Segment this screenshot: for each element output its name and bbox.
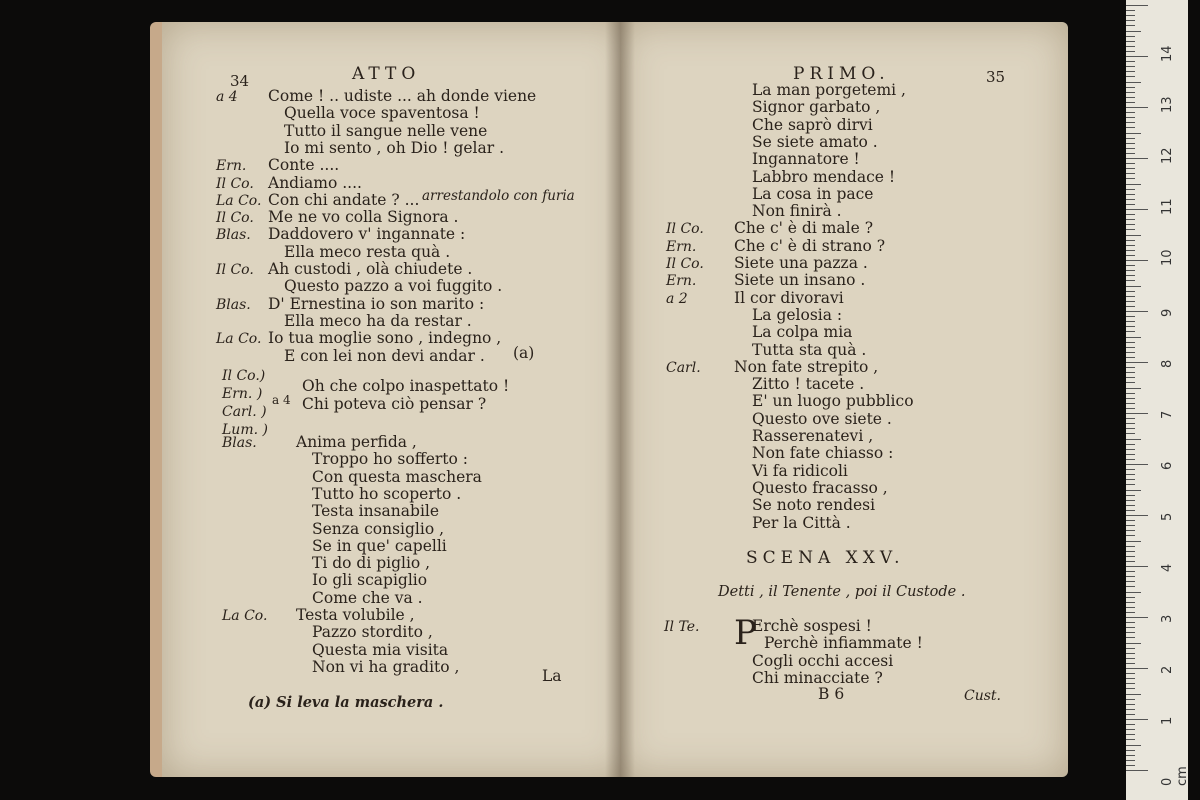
ruler-tick — [1126, 444, 1135, 445]
ruler-tick — [1126, 158, 1148, 159]
ruler-tick — [1126, 464, 1148, 465]
ruler-tick — [1126, 479, 1135, 480]
speaker-label: Ern. — [666, 273, 697, 290]
ruler-tick — [1126, 301, 1135, 302]
verse-line: Se in que' capelli — [312, 536, 447, 555]
verse-line: Non vi ha gradito , — [312, 657, 460, 676]
scene-title: SCENA XXV. — [746, 548, 905, 568]
verse-line: Con chi andate ? ... — [268, 190, 420, 209]
ruler-tick — [1126, 673, 1135, 674]
verse-line: Che c' è di male ? — [734, 219, 874, 238]
stage-direction: arrestandolo con furia — [422, 188, 575, 204]
ruler-tick — [1126, 760, 1135, 761]
ruler-tick — [1126, 576, 1135, 577]
speaker-label: Il Co. — [216, 210, 254, 227]
ruler-tick — [1126, 127, 1135, 128]
ruler-tick — [1126, 209, 1148, 210]
ruler-tick — [1126, 490, 1141, 491]
speaker-label: Blas. — [216, 296, 251, 313]
ruler-number: 10 — [1160, 249, 1175, 266]
left-footnote: (a) Si leva la maschera . — [248, 694, 444, 711]
ruler-tick — [1126, 678, 1135, 679]
ruler-tick — [1126, 423, 1135, 424]
ruler-tick — [1126, 428, 1135, 429]
ruler-tick — [1126, 326, 1135, 327]
ruler-tick — [1126, 607, 1135, 608]
ruler-tick — [1126, 56, 1148, 57]
verse-line: Troppo ho sofferto : — [312, 450, 469, 469]
drop-cap: P — [734, 613, 757, 653]
ruler-tick — [1126, 331, 1135, 332]
ruler-tick — [1126, 586, 1135, 587]
verse-line: Zitto ! tacete . — [752, 375, 865, 394]
ruler-tick — [1126, 82, 1141, 83]
ensemble-speaker: Carl. ) — [222, 404, 267, 420]
ruler-tick — [1126, 178, 1135, 179]
ruler-tick — [1126, 719, 1148, 720]
ruler-tick — [1126, 255, 1135, 256]
ruler-tick — [1126, 398, 1135, 399]
speaker-label: a 2 — [666, 290, 688, 307]
ensemble-speaker: Ern. ) — [222, 386, 263, 402]
ensemble-line: Oh che colpo inaspettato ! — [302, 377, 510, 395]
verse-line: Se noto rendesi — [752, 496, 876, 515]
verse-line: Questo fracasso , — [752, 478, 888, 497]
ruler-tick — [1126, 408, 1135, 409]
verse-line: Quella voce spaventosa ! — [284, 104, 480, 123]
ruler-tick — [1126, 525, 1135, 526]
ruler-tick — [1126, 291, 1135, 292]
ruler-tick — [1126, 612, 1135, 613]
ruler-tick — [1126, 143, 1135, 144]
verse-line: La gelosia : — [752, 305, 843, 324]
verse-line: Daddovero v' ingannate : — [268, 225, 466, 244]
left-catchword: La — [542, 667, 562, 685]
ruler-tick — [1126, 265, 1135, 266]
verse-line: Per la Città . — [752, 513, 851, 532]
ruler-tick — [1126, 311, 1148, 312]
ruler-tick — [1126, 541, 1141, 542]
ruler-tick — [1126, 714, 1135, 715]
verse-line: Signor garbato , — [752, 98, 881, 117]
right-page-number: 35 — [986, 68, 1006, 86]
ruler-tick — [1126, 245, 1135, 246]
ruler-tick — [1126, 224, 1135, 225]
ensemble-speaker: Il Co.) — [222, 368, 266, 384]
verse-line: Labbro mendace ! — [752, 167, 896, 186]
ruler-tick — [1126, 571, 1135, 572]
ruler-tick — [1126, 214, 1135, 215]
speaker-label: Il Co. — [666, 256, 704, 272]
ruler-tick — [1126, 418, 1135, 419]
verse-line: Erchè sospesi ! — [752, 617, 872, 635]
ruler-tick — [1126, 566, 1148, 567]
ruler-tick — [1126, 275, 1135, 276]
ruler-tick — [1126, 551, 1135, 552]
ensemble-speaker: Lum. ) — [222, 422, 268, 438]
ruler-tick — [1126, 10, 1135, 11]
ruler-tick — [1126, 194, 1135, 195]
ruler-tick — [1126, 413, 1148, 414]
verse-line: Me ne vo colla Signora . — [268, 208, 459, 227]
right-catchword: Cust. — [964, 688, 1001, 704]
ruler-tick — [1126, 122, 1135, 123]
ruler-tick — [1126, 229, 1135, 230]
verse-line: Questo ove siete . — [752, 409, 892, 428]
verse-line: Non fate strepito , — [734, 357, 879, 376]
ruler-tick — [1126, 648, 1135, 649]
verse-line: Ella meco ha da restar . — [284, 311, 472, 330]
ruler-tick — [1126, 750, 1135, 751]
verse-line: Rasserenatevi , — [752, 427, 874, 445]
verse-line: Ingannatore ! — [752, 150, 860, 169]
ruler-tick — [1126, 163, 1135, 164]
ruler-tick — [1126, 505, 1135, 506]
ruler-tick — [1126, 25, 1135, 26]
ruler-tick — [1126, 561, 1135, 562]
ruler-tick — [1126, 627, 1135, 628]
ruler-tick — [1126, 357, 1135, 358]
verse-line: Che c' è di strano ? — [734, 236, 886, 255]
speaker-label: Il Co. — [666, 221, 704, 238]
ruler-tick — [1126, 153, 1135, 154]
ruler-tick — [1126, 653, 1135, 654]
verse-line: E con lei non devi andar . — [284, 346, 485, 365]
ruler-tick — [1126, 632, 1135, 633]
ruler-tick — [1126, 117, 1135, 118]
ruler-number: 9 — [1160, 308, 1175, 317]
ruler-tick — [1126, 199, 1135, 200]
ruler-tick — [1126, 31, 1141, 32]
ruler-tick — [1126, 173, 1135, 174]
ensemble-line: Chi poteva ciò pensar ? — [302, 395, 487, 413]
speaker-label: Ern. — [216, 158, 247, 175]
ruler-tick — [1126, 454, 1135, 455]
ruler-tick — [1126, 474, 1135, 475]
ruler-tick — [1126, 694, 1141, 695]
ruler-tick — [1126, 765, 1135, 766]
verse-line: Siete un insano . — [734, 271, 866, 290]
verse-line: Ti do di piglio , — [312, 554, 431, 573]
ruler-tick — [1126, 495, 1135, 496]
ruler-tick — [1126, 643, 1141, 644]
ruler-tick — [1126, 556, 1135, 557]
verse-line: Senza consiglio , — [312, 519, 445, 538]
ruler-tick — [1126, 597, 1135, 598]
ruler-tick — [1126, 699, 1135, 700]
verse-line: Tutta sta quà . — [752, 340, 867, 359]
verse-line: Ella meco resta quà . — [284, 242, 451, 261]
speaker-label: Il Co. — [216, 262, 254, 278]
ruler-number: 12 — [1160, 147, 1175, 164]
ruler-tick — [1126, 637, 1135, 638]
verse-line: Se siete amato . — [752, 132, 878, 151]
footnote-marker: (a) — [513, 344, 535, 362]
open-book — [150, 22, 1070, 777]
speaker-label: La Co. — [222, 608, 268, 624]
ruler-tick — [1126, 280, 1135, 281]
ruler-tick — [1126, 235, 1141, 236]
ruler-tick — [1126, 546, 1135, 547]
ruler-tick — [1126, 755, 1135, 756]
ruler-tick — [1126, 602, 1135, 603]
verse-line: Testa insanabile — [312, 502, 440, 521]
ruler-tick — [1126, 148, 1135, 149]
ruler-tick — [1126, 107, 1148, 108]
ruler-tick — [1126, 250, 1135, 251]
ruler-tick — [1126, 15, 1135, 16]
verse-line: La colpa mia — [752, 323, 853, 342]
scene-description: Detti , il Tenente , poi il Custode . — [718, 584, 966, 600]
verse-line: Questa mia visita — [312, 640, 449, 659]
ruler-number: 14 — [1160, 45, 1175, 62]
ruler-number: 3 — [1160, 614, 1175, 623]
ruler-tick — [1126, 515, 1148, 516]
ruler-tick — [1126, 770, 1148, 771]
ruler-tick — [1126, 296, 1135, 297]
ruler-tick — [1126, 745, 1141, 746]
ruler-number: 4 — [1160, 563, 1175, 572]
verse-line: Chi minacciate ? — [752, 668, 883, 687]
verse-line: Perchè infiammate ! — [764, 634, 923, 653]
ruler-tick — [1126, 286, 1141, 287]
ruler-tick — [1126, 112, 1135, 113]
verse-line: Tutto ho scoperto . — [312, 484, 462, 503]
ruler-tick — [1126, 61, 1135, 62]
book-gutter — [605, 22, 635, 777]
ruler-tick — [1126, 535, 1135, 536]
ruler-tick — [1126, 459, 1135, 460]
ruler-tick — [1126, 449, 1135, 450]
ruler-tick — [1126, 622, 1135, 623]
ruler-number: 13 — [1160, 96, 1175, 113]
ruler-number: 6 — [1160, 461, 1175, 470]
ruler-tick — [1126, 663, 1135, 664]
speaker-label: a 4 — [216, 89, 238, 105]
ruler-tick — [1126, 377, 1135, 378]
ruler-tick — [1126, 66, 1135, 67]
ruler-tick — [1126, 510, 1135, 511]
ruler-tick — [1126, 688, 1135, 689]
ruler-tick — [1126, 724, 1135, 725]
ruler-number: 8 — [1160, 359, 1175, 368]
verse-line: Pazzo stordito , — [312, 623, 433, 642]
speaker-label: Il Co. — [216, 175, 254, 192]
verse-line: Il cor divoravi — [734, 288, 844, 307]
ruler-tick — [1126, 219, 1135, 220]
ruler-tick — [1126, 668, 1148, 669]
verse-line: Cogli occhi accesi — [752, 651, 894, 670]
ruler-tick — [1126, 76, 1135, 77]
verse-line: Questo pazzo a voi fuggito . — [284, 277, 503, 296]
ruler-tick — [1126, 260, 1148, 261]
ensemble-label: a 4 — [272, 393, 291, 407]
signature-mark: B 6 — [818, 685, 845, 703]
left-page-header: ATTO — [352, 64, 421, 84]
verse-line: Come ! .. udiste ... ah donde viene — [268, 87, 537, 105]
verse-line: Io gli scapiglio — [312, 571, 428, 590]
ruler-tick — [1126, 97, 1135, 98]
ruler-tick — [1126, 342, 1135, 343]
verse-line: Ah custodi , olà chiudete . — [268, 260, 473, 278]
verse-line: La cosa in pace — [752, 184, 874, 203]
ruler-tick — [1126, 133, 1141, 134]
verse-line: Io tua moglie sono , indegno , — [268, 329, 502, 348]
speaker-label: Blas. — [216, 227, 251, 244]
verse-line: E' un luogo pubblico — [752, 392, 914, 411]
ruler-tick — [1126, 704, 1135, 705]
ruler-tick — [1126, 20, 1135, 21]
ruler-number: 7 — [1160, 410, 1175, 419]
verse-line: Testa volubile , — [296, 606, 415, 624]
ruler-tick — [1126, 168, 1135, 169]
ruler-tick — [1126, 367, 1135, 368]
ruler-tick — [1126, 46, 1135, 47]
speaker-label: Ern. — [666, 238, 697, 255]
ruler-tick — [1126, 321, 1135, 322]
ruler-tick — [1126, 41, 1135, 42]
ruler-tick — [1126, 433, 1135, 434]
ruler-number: 2 — [1160, 665, 1175, 674]
ruler-tick — [1126, 658, 1135, 659]
verse-line: Andiamo .... — [268, 173, 362, 192]
verse-line: Conte .... — [268, 156, 340, 175]
ruler-tick — [1126, 439, 1141, 440]
verse-line: Vi fa ridicoli — [752, 461, 848, 480]
verse-line: Con questa maschera — [312, 467, 482, 486]
ruler-tick — [1126, 36, 1135, 37]
ruler-tick — [1126, 138, 1135, 139]
ruler-tick — [1126, 92, 1135, 93]
ruler-tick — [1126, 347, 1135, 348]
speaker-label: Il Te. — [664, 619, 700, 635]
ruler-tick — [1126, 337, 1141, 338]
ruler-tick — [1126, 581, 1135, 582]
ruler-tick — [1126, 372, 1135, 373]
ruler-tick — [1126, 500, 1135, 501]
ruler-number: 11 — [1160, 198, 1175, 215]
ruler-tick — [1126, 204, 1135, 205]
ruler-tick — [1126, 469, 1135, 470]
ruler-number: 0 cm — [1160, 766, 1190, 786]
ruler-tick — [1126, 352, 1135, 353]
verse-line: D' Ernestina io son marito : — [268, 294, 485, 313]
ruler-tick — [1126, 530, 1135, 531]
ruler-tick — [1126, 592, 1141, 593]
ruler-tick — [1126, 270, 1135, 271]
verse-line: Io mi sento , oh Dio ! gelar . — [284, 138, 505, 157]
verse-line: Che saprò dirvi — [752, 115, 873, 134]
verse-line: Non fate chiasso : — [752, 444, 894, 463]
verse-line: Tutto il sangue nelle vene — [284, 121, 488, 140]
ruler-tick — [1126, 87, 1135, 88]
verse-line: Anima perfida , — [296, 433, 417, 451]
ruler-tick — [1126, 362, 1148, 363]
verse-line: Come che va . — [312, 588, 423, 607]
ruler-tick — [1126, 393, 1135, 394]
speaker-label: La Co. — [216, 331, 262, 348]
left-page-number: 34 — [230, 72, 250, 90]
verse-line: Siete una pazza . — [734, 254, 868, 272]
ruler-tick — [1126, 520, 1135, 521]
ruler-tick — [1126, 306, 1135, 307]
ruler-tick — [1126, 734, 1135, 735]
ruler-number: 1 — [1160, 716, 1175, 725]
measuring-ruler — [1126, 0, 1188, 800]
ruler-tick — [1126, 739, 1135, 740]
verse-line: La man porgetemi , — [752, 81, 906, 99]
verse-line: Non finirà . — [752, 202, 842, 221]
ruler-tick — [1126, 617, 1148, 618]
ruler-number: 5 — [1160, 512, 1175, 521]
ruler-tick — [1126, 5, 1148, 6]
ruler-tick — [1126, 189, 1135, 190]
speaker-label: Blas. — [222, 435, 257, 451]
ruler-tick — [1126, 51, 1135, 52]
speaker-label: Carl. — [666, 359, 701, 376]
speaker-label: La Co. — [216, 192, 262, 209]
ruler-tick — [1126, 240, 1135, 241]
right-page-header: PRIMO. — [793, 64, 890, 84]
ruler-tick — [1126, 729, 1135, 730]
ruler-tick — [1126, 316, 1135, 317]
ruler-tick — [1126, 709, 1135, 710]
ruler-tick — [1126, 683, 1135, 684]
ruler-tick — [1126, 388, 1141, 389]
ruler-tick — [1126, 71, 1135, 72]
ruler-tick — [1126, 102, 1135, 103]
ruler-tick — [1126, 184, 1141, 185]
ruler-tick — [1126, 484, 1135, 485]
ruler-tick — [1126, 382, 1135, 383]
ruler-tick — [1126, 403, 1135, 404]
